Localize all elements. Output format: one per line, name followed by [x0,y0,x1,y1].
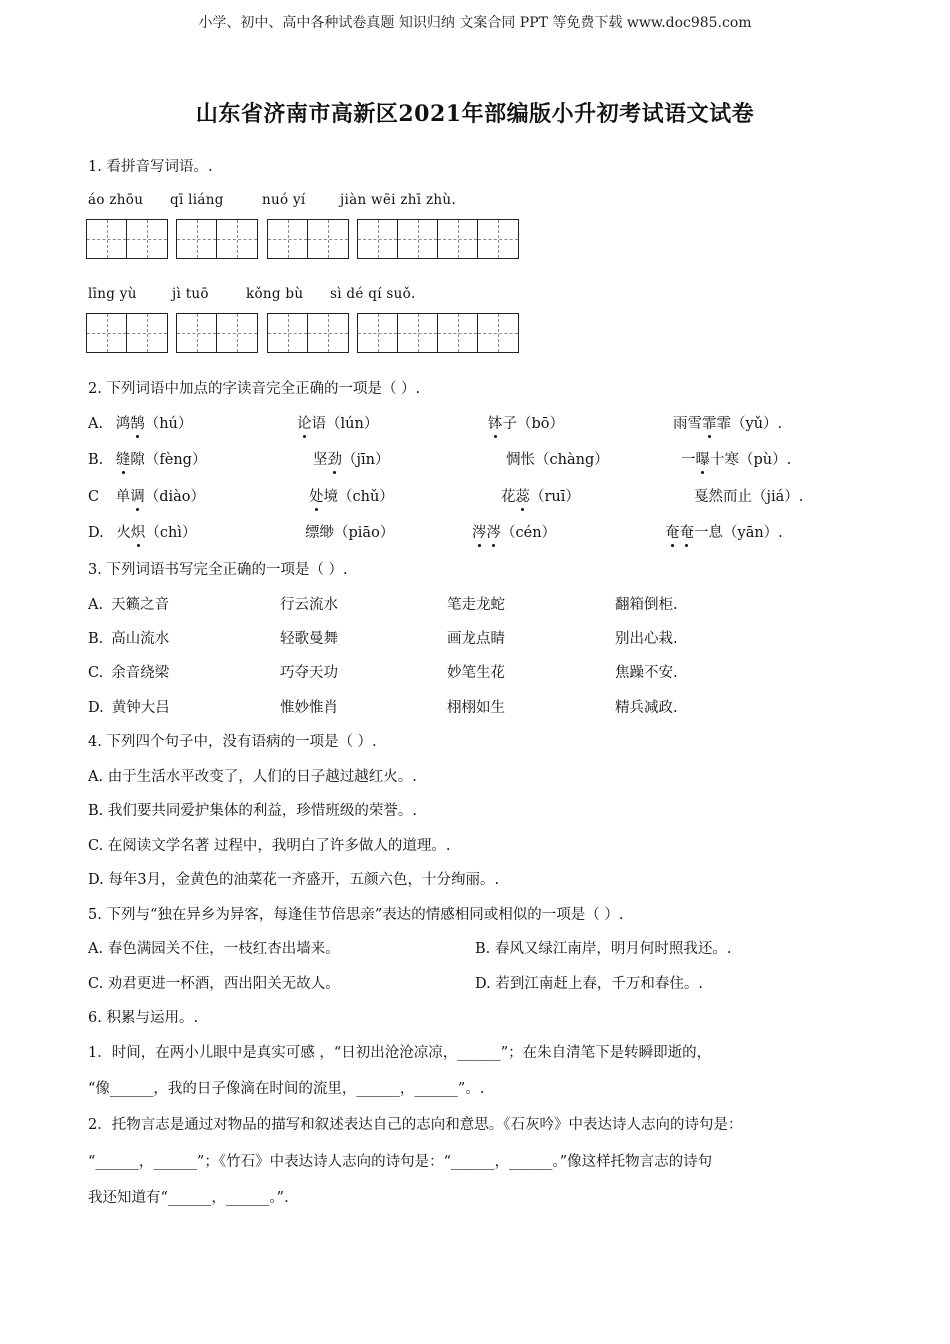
word: 鸿鹄（hú） [116,416,193,432]
writing-grid[interactable] [176,313,258,353]
q5-option-b[interactable]: B. 春风又绿江南岸，明月何时照我还。. [475,941,732,957]
writing-grid[interactable] [357,313,519,353]
q3-a-word2: 行云流水 [280,597,338,613]
q1-pinyin-2: qī liáng [170,192,224,208]
q1-pinyin-6: jì tuō [172,286,209,302]
q1-pinyin-7: kǒng bù [246,286,304,302]
q1-pinyin-5: līng yù [88,286,137,302]
q2-c-word3: 花蕊（ruī） [501,485,580,506]
q5-option-a[interactable]: A. 春色满园关不住，一枝红杏出墙来。 [88,941,340,957]
q3-option-d[interactable]: D. 黄钟大吕 [88,700,170,716]
q4-option-d[interactable]: D. 每年3月，金黄色的油菜花一齐盛开，五颜六色，十分绚丽。. [88,872,500,888]
q3-b-word4: 别出心栽. [615,631,678,647]
q4-option-a[interactable]: A. 由于生活水平改变了，人们的日子越过越红火。. [88,769,417,785]
writing-grid[interactable] [267,219,349,259]
q2-d-word2: 缥缈（piāo） [305,525,395,541]
q3-a-word4: 翻箱倒柜. [615,597,678,613]
option-label: C [88,489,100,505]
q3-b-word3: 画龙点睛 [447,631,505,647]
q6-line-2: “像______，我的日子像滴在时间的流里，______，______”。. [88,1081,485,1097]
exam-title: 山东省济南市高新区2021年部编版小升初考试语文试卷 [195,101,755,127]
q2-option-a[interactable] [88,412,192,433]
q4-option-b[interactable]: B. 我们要共同爱护集体的利益，珍惜班级的荣誉。. [88,803,417,819]
q6-stem: 6. 积累与运用。. [88,1010,199,1026]
q1-pinyin-4: jiàn wēi zhī zhù. [340,192,457,208]
q3-c-word2: 巧夺天功 [280,665,338,681]
q3-d-word2: 惟妙惟肖 [280,700,338,716]
word: 火炽（chì） [116,525,196,541]
q2-stem: 2. 下列词语中加点的字读音完全正确的一项是（ ）. [88,381,421,397]
q2-b-word3: 惆怅（chàng） [506,452,609,468]
q1-pinyin-1: áo zhōu [88,192,144,208]
q1-pinyin-8: sì dé qí suǒ. [330,286,416,302]
writing-grid[interactable] [357,219,519,259]
writing-grid[interactable] [176,219,258,259]
q3-option-a[interactable]: A. 天籁之音 [88,597,170,613]
q2-a-word3: 钵子（bō） [488,412,564,433]
q3-c-word4: 焦躁不安. [615,665,678,681]
q4-option-c[interactable]: C. 在阅读文学名著 过程中，我明白了许多做人的道理。. [88,838,451,854]
q2-d-word4: 奄奄一息（yān）. [665,521,783,542]
option-label: B. [88,452,104,468]
q6-line-3: 2．托物言志是通过对物品的描写和叙述表达自己的志向和意思。《石灰吟》中表达诗人志向的诗句是： [88,1117,743,1133]
q1-stem: 1. 看拼音写词语。. [88,159,213,175]
q2-option-b[interactable] [88,448,206,469]
q3-b-word2: 轻歌曼舞 [280,631,338,647]
q3-a-word3: 笔走龙蛇 [447,597,505,613]
writing-grid[interactable] [86,313,168,353]
q2-a-word4: 雨雪霏霏（yǔ）. [673,412,782,433]
q2-b-word2: 坚劲（jīn） [313,448,389,469]
q3-stem: 3. 下列词语书写完全正确的一项是（ ）. [88,562,348,578]
q3-d-word3: 栩栩如生 [447,700,505,716]
q5-stem: 5. 下列与“独在异乡为异客，每逢佳节倍思亲”表达的情感相同或相似的一项是（ ）. [88,907,624,923]
option-label: D. [88,525,104,541]
word: 单调（diào） [116,489,205,505]
q6-line-4: “______，______”；《竹石》中表达诗人志向的诗句是：“______，______。”像这样托物言志的诗句 [88,1154,713,1170]
q2-d-word3: 涔涔（cén） [472,521,556,542]
writing-grid[interactable] [86,219,168,259]
q3-option-b[interactable]: B. 高山流水 [88,631,170,647]
q2-option-d[interactable] [88,521,196,542]
q5-option-c[interactable]: C. 劝君更进一杯酒，西出阳关无故人。 [88,976,340,992]
q3-d-word4: 精兵减政. [615,700,678,716]
q3-c-word3: 妙笔生花 [447,665,505,681]
q2-option-c[interactable] [88,485,205,506]
page-header: 小学、初中、高中各种试卷真题 知识归纳 文案合同 PPT 等免费下载 www.doc985.com [198,15,752,31]
q2-c-word4: 戛然而止（jiá）. [694,489,804,505]
q1-pinyin-3: nuó yí [262,192,306,208]
writing-grid[interactable] [267,313,349,353]
q3-option-c[interactable]: C. 余音绕梁 [88,665,170,681]
q2-c-word2: 处境（chǔ） [309,485,394,506]
q6-line-1: 1．时间，在两小儿眼中是真实可感 ，“日初出沧沧凉凉，______”；在朱自清笔下是转瞬即逝的， [88,1045,712,1061]
q2-b-word4: 一曝十寒（pù）. [681,448,791,469]
q2-a-word2: 论语（lún） [297,412,378,433]
q6-line-5: 我还知道有“______，______。”. [88,1190,289,1206]
word: 缝隙（fèng） [116,452,207,468]
q5-option-d[interactable]: D. 若到江南赶上春，千万和春住。. [475,976,703,992]
option-label: A. [88,416,104,432]
q4-stem: 4. 下列四个句子中，没有语病的一项是（ ）. [88,734,377,750]
